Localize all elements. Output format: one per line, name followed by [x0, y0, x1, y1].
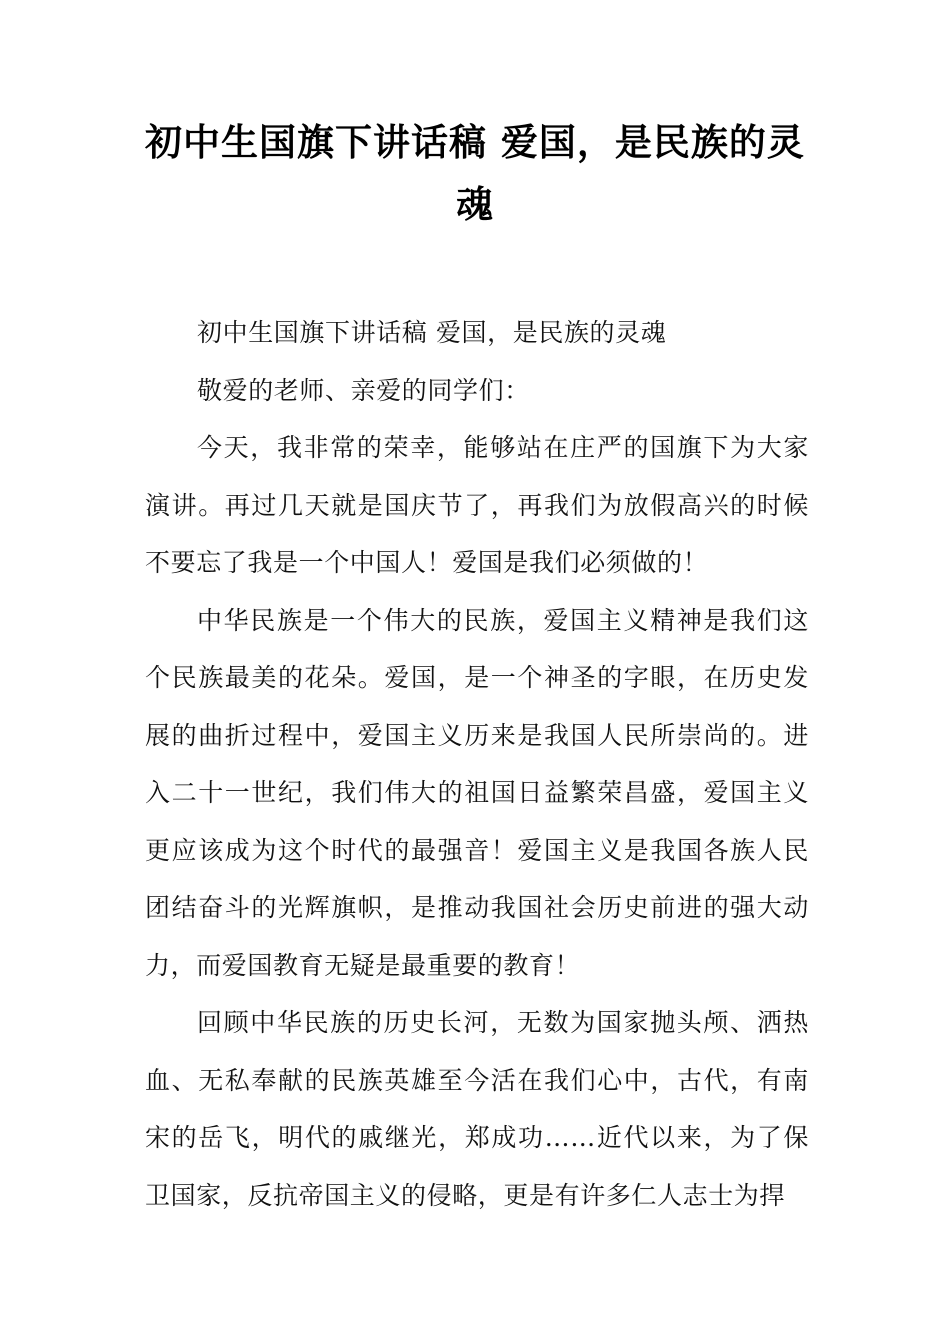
document-body — [145, 304, 809, 1224]
paragraph-salutation: 敬爱的老师、亲爱的同学们： — [197, 375, 530, 405]
paragraph: 今天，我非常的荣幸，能够站在庄严的国旗下为大家演讲。再过几天就是国庆节了，再我们为放假高兴的时候不要忘了我是一个中国人！爱国是我们必须做的！ — [145, 433, 809, 577]
paragraph: 回顾中华民族的历史长河，无数为国家抛头颅、洒热血、无私奉献的民族英雄至今活在我们心中，古代，有南宋的岳飞，明代的戚继光，郑成功……近代以来，为了保卫国家，反抗帝国主义的侵略，更是有许多仁人志士为捍 — [145, 1008, 809, 1210]
paragraph: 中华民族是一个伟大的民族，爱国主义精神是我们这个民族最美的花朵。爱国，是一个神圣的字眼，在历史发展的曲折过程中，爱国主义历来是我国人民所崇尚的。进入二十一世纪，我们伟大的祖国日益繁荣昌盛，爱国主义更应该成为这个时代的最强音！爱国主义是我国各族人民团结奋斗的光辉旗帜，是推动我国社会历史前进的强大动力，而爱国教育无疑是最重要的教育！ — [145, 605, 809, 980]
paragraph-subtitle: 初中生国旗下讲话稿 爱国，是民族的灵魂 — [197, 318, 667, 347]
document-title: 初中生国旗下讲话稿 爱国，是民族的灵魂 — [145, 121, 805, 226]
